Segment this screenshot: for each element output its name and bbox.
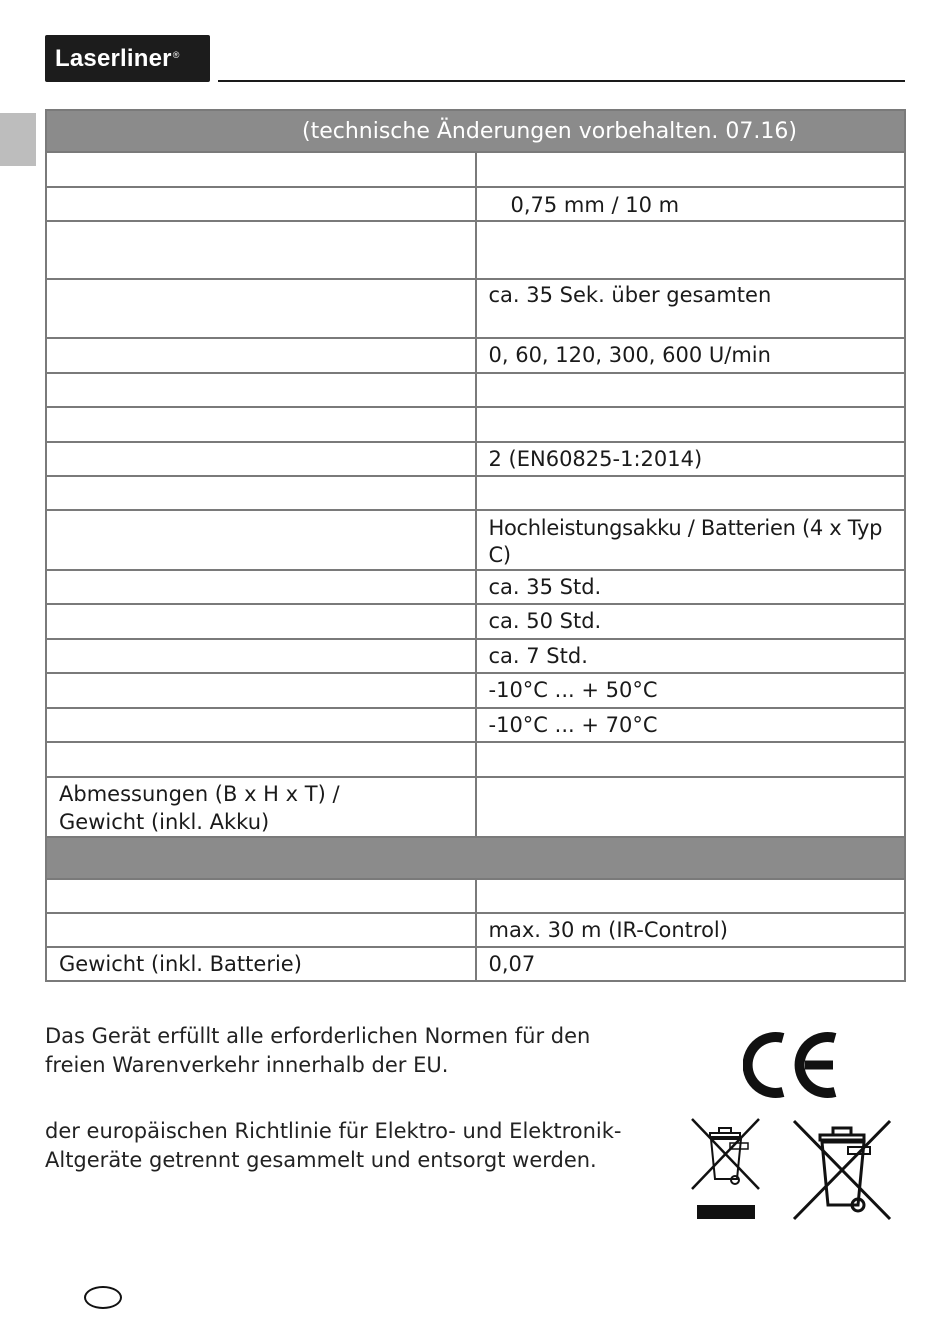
spec-value: 0, 60, 120, 300, 600 U/min <box>476 338 906 373</box>
spec-value: -10°C ... + 70°C <box>476 708 906 742</box>
table-row <box>46 742 905 777</box>
spec-label <box>46 373 476 407</box>
spec-label: Gewicht (inkl. Batterie) <box>46 947 476 981</box>
spec-value: ca. 7 Std. <box>476 639 906 673</box>
country-code-oval-icon <box>84 1286 122 1309</box>
spec-value <box>476 373 906 407</box>
table-row <box>46 187 905 221</box>
brand-logo <box>45 35 210 82</box>
crossed-bin-icon <box>790 1117 894 1221</box>
spec-value: max. 30 m (IR-Control) <box>476 913 906 947</box>
spec-label <box>46 338 476 373</box>
spec-value: 0,75 mm / 10 m <box>476 187 906 221</box>
table-row <box>46 947 905 981</box>
spec-value <box>476 777 906 837</box>
table-row <box>46 442 905 476</box>
table-row <box>46 913 905 947</box>
section-header-cell <box>46 837 905 879</box>
section-header-cell <box>46 110 905 152</box>
spec-label <box>46 407 476 442</box>
spec-label <box>46 673 476 708</box>
table-row <box>46 673 905 708</box>
table-row <box>46 510 905 570</box>
table-row <box>46 476 905 510</box>
header-rule <box>218 80 905 82</box>
spec-label <box>46 742 476 777</box>
table-row <box>46 777 905 837</box>
spec-value <box>476 742 906 777</box>
table-row <box>46 221 905 279</box>
weee-text <box>45 1117 622 1175</box>
eu-line-2: freien Warenverkehr innerhalb der EU. <box>45 1053 449 1077</box>
spec-label <box>46 442 476 476</box>
spec-value: -10°C ... + 50°C <box>476 673 906 708</box>
table-row <box>46 639 905 673</box>
table-row <box>46 279 905 338</box>
weight-akku-label: Gewicht (inkl. Akku) <box>59 810 270 834</box>
dimensions-label: Abmessungen (B x H x T) / <box>59 782 340 806</box>
side-tab-marker <box>0 113 36 166</box>
spec-value <box>476 221 906 279</box>
weee-line-1: der europäischen Richtlinie für Elektro- und Elektronik- <box>45 1119 622 1143</box>
technical-changes-note: (technische Änderungen vorbehalten. 07.16) <box>302 118 797 144</box>
spec-value: ca. 35 Std. <box>476 570 906 604</box>
brand-logo-text: Laserliner <box>55 44 172 72</box>
spec-label <box>46 476 476 510</box>
spec-label <box>46 510 476 570</box>
spec-label <box>46 777 476 837</box>
spec-label <box>46 604 476 639</box>
spec-label <box>46 708 476 742</box>
spec-label <box>46 879 476 913</box>
spec-label <box>46 570 476 604</box>
spec-value: 2 (EN60825-1:2014) <box>476 442 906 476</box>
table-row <box>46 879 905 913</box>
spec-label <box>46 279 476 338</box>
eu-conformity-text <box>45 1022 590 1080</box>
table-row <box>46 373 905 407</box>
table-row <box>46 708 905 742</box>
spec-value <box>476 476 906 510</box>
spec-value: 0,07 <box>476 947 906 981</box>
crossed-bin-icon <box>689 1117 763 1221</box>
spec-value <box>476 152 906 187</box>
spec-label <box>46 187 476 221</box>
eu-line-1: Das Gerät erfüllt alle erforderlichen Normen für den <box>45 1024 591 1048</box>
table-row <box>46 570 905 604</box>
spec-label <box>46 913 476 947</box>
ce-mark-icon <box>743 1030 843 1100</box>
weee-line-2: Altgeräte getrennt gesammelt und entsorgt werden. <box>45 1148 597 1172</box>
section-header <box>46 110 905 152</box>
spec-label <box>46 152 476 187</box>
registered-mark: ® <box>172 49 180 60</box>
spec-value <box>476 407 906 442</box>
table-row <box>46 338 905 373</box>
spec-value <box>476 879 906 913</box>
spec-label <box>46 639 476 673</box>
table-row <box>46 152 905 187</box>
table-row <box>46 604 905 639</box>
spec-table <box>45 109 906 982</box>
section-header-remote <box>46 837 905 879</box>
spec-value: ca. 50 Std. <box>476 604 906 639</box>
table-row <box>46 407 905 442</box>
spec-value: ca. 35 Sek. über gesamten <box>476 279 906 338</box>
spec-value: Hochleistungsakku / Batterien (4 x Typ C) <box>476 510 906 570</box>
spec-label <box>46 221 476 279</box>
